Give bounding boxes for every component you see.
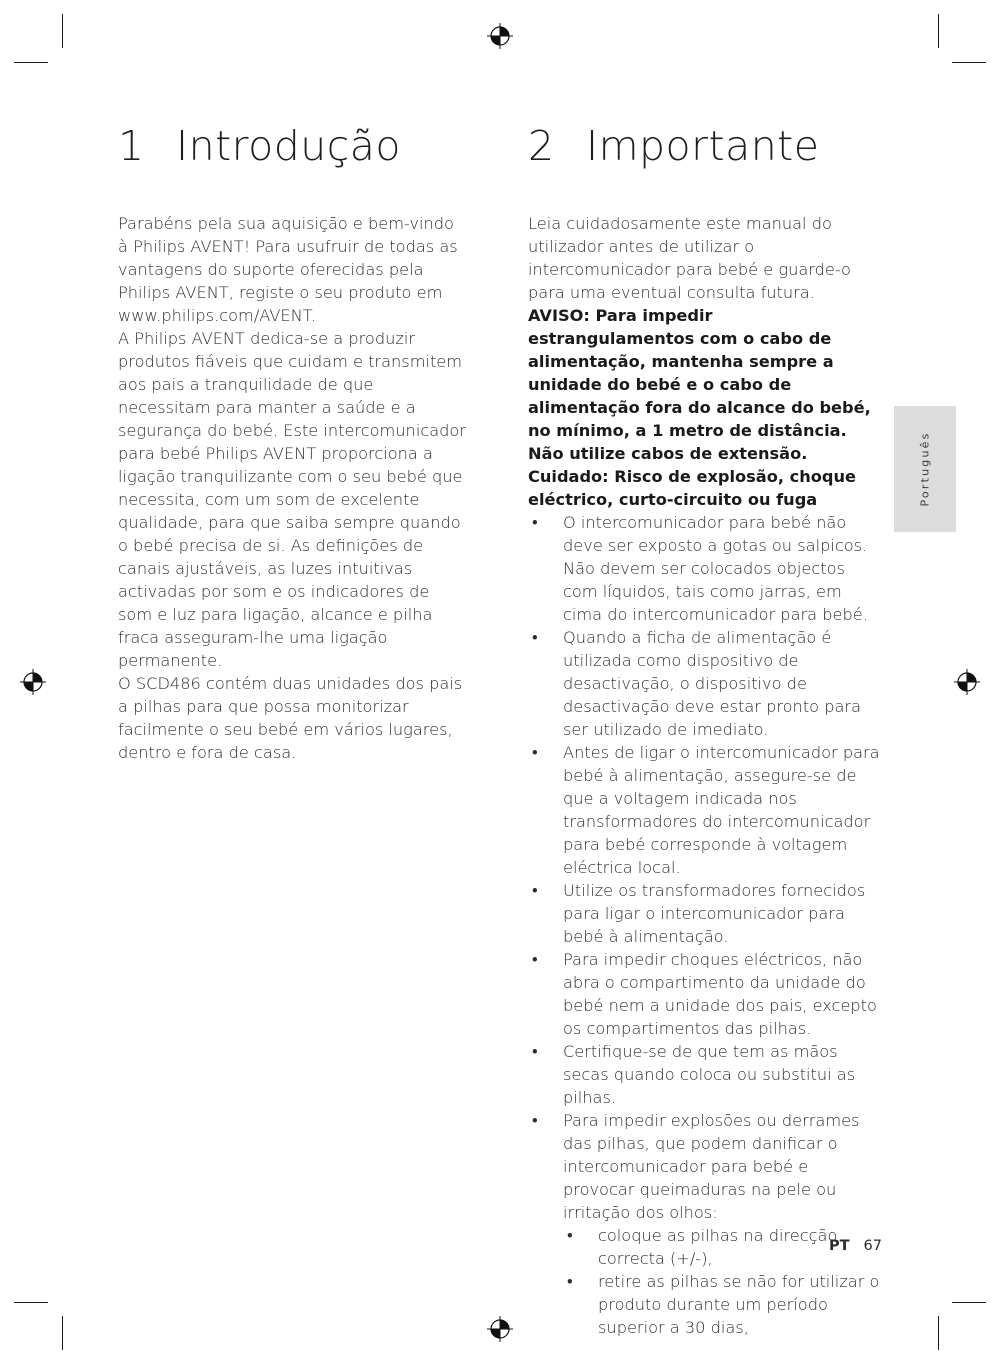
registration-mark-icon bbox=[487, 23, 513, 49]
crop-mark bbox=[14, 62, 48, 63]
crop-mark bbox=[938, 1316, 939, 1350]
crop-mark bbox=[938, 14, 939, 48]
list-item: • Certifique-se de que tem as mãos secas quando coloca ou substitui as pilhas. bbox=[528, 1040, 884, 1109]
section-title-text: Importante bbox=[586, 122, 820, 170]
intro-paragraph: O SCD486 contém duas unidades dos pais a pilhas para que possa monitorizar facilmente o seu bebé em vários lugares, dentro e fora de casa. bbox=[118, 674, 463, 762]
safety-list bbox=[528, 511, 884, 1339]
crop-mark bbox=[952, 62, 986, 63]
intro-paragraph: A Philips AVENT dedica-se a produzir produtos fiáveis que cuidam e transmitem aos pais a tranquilidade de que necessitam para manter a saúde e a segurança do bebé. Este intercomunicador para bebé Philips AVENT proporciona a ligação tranquilizante com o seu bebé que necessita, com um som de excelente qualidade, para que saiba sempre quando o bebé precisa de si. As definições de canais ajustáveis, as luzes intuitivas activadas por som e os indicadores de som e luz para ligação, alcance e pilha fraca asseguram-lhe uma ligação permanente. bbox=[118, 329, 466, 670]
list-item bbox=[528, 1109, 884, 1339]
section-number: 2 bbox=[528, 122, 555, 170]
page-number: 67 bbox=[863, 1238, 882, 1254]
registration-mark-icon bbox=[487, 1316, 513, 1342]
list-item: • O intercomunicador para bebé não deve ser exposto a gotas ou salpicos. Não devem ser colocados objectos com líquidos, tais como jarras, em cima do intercomunicador para bebé. bbox=[528, 511, 884, 626]
section-number: 1 bbox=[118, 122, 145, 170]
registration-mark-icon bbox=[20, 669, 46, 695]
list-item-text: Para impedir explosões ou derrames das pilhas, que podem danificar o intercomunicador para bebé e provocar queimaduras na pele ou irritação dos olhos: bbox=[563, 1111, 860, 1222]
intro-column bbox=[118, 212, 468, 764]
section-title-text: Introdução bbox=[176, 122, 401, 170]
list-item: • Quando a ficha de alimentação é utilizada como dispositivo de desactivação, o dispositivo de desactivação deve estar pronto para ser utilizado de imediato. bbox=[528, 626, 884, 741]
crop-mark bbox=[14, 1302, 48, 1303]
intro-paragraph: Parabéns pela sua aquisição e bem-vindo à Philips AVENT! Para usufruir de todas as vantagens do suporte oferecidas pela Philips AVENT, registe o seu produto em www.philips.com/AVENT. bbox=[118, 214, 458, 325]
crop-mark bbox=[62, 1316, 63, 1350]
list-item: • Antes de ligar o intercomunicador para bebé à alimentação, assegure-se de que a voltagem indicada nos transformadores do intercomunicador para bebé corresponde à voltagem eléctrica local. bbox=[528, 741, 884, 879]
page-footer bbox=[829, 1238, 882, 1254]
list-item: • Para impedir choques eléctricos, não abra o compartimento da unidade do bebé nem a unidade dos pais, excepto os compartimentos das pilhas. bbox=[528, 948, 884, 1040]
language-tab bbox=[894, 406, 956, 532]
list-item: • Utilize os transformadores fornecidos para ligar o intercomunicador para bebé à alimentação. bbox=[528, 879, 884, 948]
crop-mark bbox=[62, 14, 63, 48]
language-tab-label: Português bbox=[918, 431, 932, 507]
section-title-importante bbox=[528, 122, 819, 170]
important-intro: Leia cuidadosamente este manual do utilizador antes de utilizar o intercomunicador para bebé e guarde-o para uma eventual consulta futura. bbox=[528, 214, 851, 302]
sub-list-item: • retire as pilhas se não for utilizar o produto durante um período superior a 30 dias, bbox=[563, 1270, 884, 1339]
language-code: PT bbox=[829, 1238, 850, 1254]
registration-mark-icon bbox=[954, 669, 980, 695]
crop-mark bbox=[952, 1302, 986, 1303]
caution-text: Cuidado: Risco de explosão, choque eléctrico, curto-circuito ou fuga bbox=[528, 467, 856, 509]
section-title-introducao bbox=[118, 122, 401, 170]
warning-text: AVISO: Para impedir estrangulamentos com o cabo de alimentação, mantenha sempre a unidade do bebé e o cabo de alimentação fora do alcance do bebé, no mínimo, a 1 metro de distância. Não utilize cabos de extensão. bbox=[528, 306, 871, 463]
important-column bbox=[528, 212, 884, 1339]
sub-list-item: • coloque as pilhas na direcção correcta (+/-), bbox=[563, 1224, 884, 1270]
